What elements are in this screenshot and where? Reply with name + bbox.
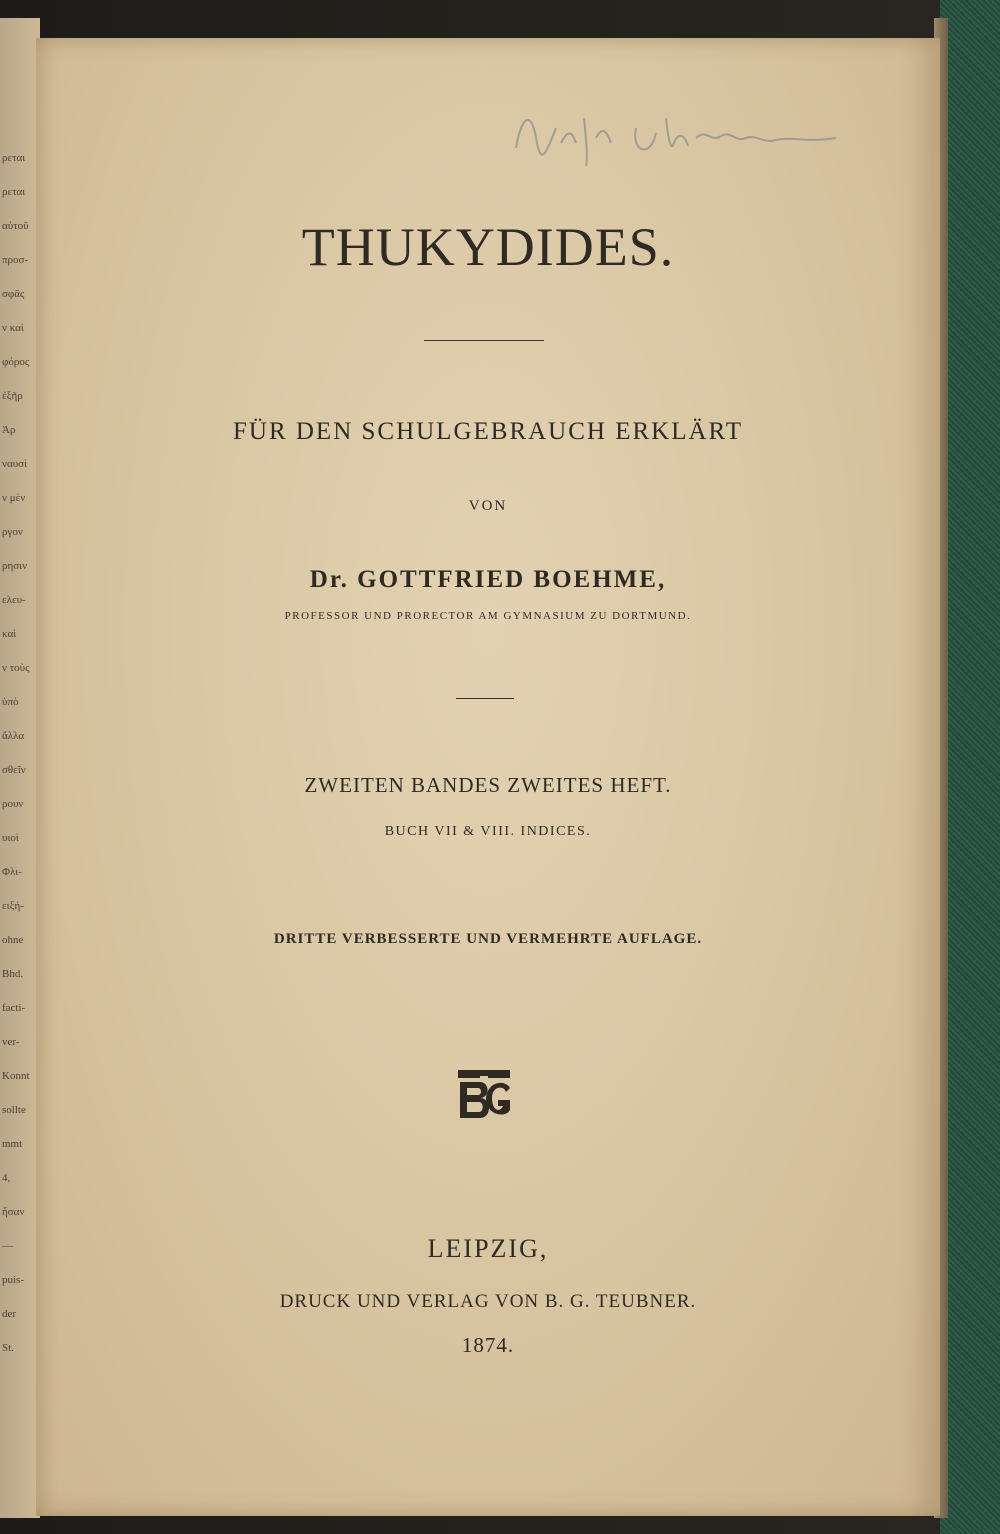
subtitle: FÜR DEN SCHULGEBRAUCH ERKLÄRT [232,418,743,445]
facing-page-line: ειξή- [2,901,24,912]
facing-page-line: sollte [2,1105,26,1116]
books-info: BUCH VII & VIII. INDICES. [384,824,592,839]
facing-page-line: Φλι- [2,867,22,878]
facing-page-line: Bhd. [2,969,24,980]
facing-page-line: σφᾶς [2,289,25,300]
divider-top [424,340,544,341]
publication-place: LEIPZIG, [427,1234,549,1263]
facing-page-line: Konnt [2,1071,30,1082]
volume-info: ZWEITEN BANDES ZWEITES HEFT. [304,773,672,797]
facing-page-line: ver- [2,1037,20,1048]
facing-page-line: facti- [2,1003,26,1014]
facing-page-line: St. [2,1343,14,1354]
facing-page-line: ν καὶ [2,323,24,334]
facing-page-line: καὶ [2,629,17,640]
author-position: PROFESSOR UND PRORECTOR AM GYMNASIUM ZU DORTMUND. [284,610,692,622]
divider-middle [456,698,514,699]
facing-page-line: puis- [2,1275,24,1286]
facing-page-line: προσ- [2,255,29,266]
publisher-monogram [454,1066,514,1126]
facing-page [0,18,40,1518]
facing-page-line: ναυσὶ [2,459,28,470]
handwritten-signature [506,98,866,168]
publisher-line: DRUCK UND VERLAG VON B. G. TEUBNER. [279,1291,697,1312]
facing-page-line: ν μὲν [2,493,26,504]
edition-info: DRITTE VERBESSERTE UND VERMEHRTE AUFLAGE. [273,931,703,947]
facing-page-line: ρεται [2,187,26,198]
facing-page-line: mmt [2,1139,23,1150]
book-cover [940,0,1000,1534]
facing-page-line: Ἀρ [2,425,16,436]
book-title: THUKYDIDES. [301,217,675,277]
by-label: VON [468,498,508,514]
facing-page-line: αὐτοῦ [2,221,29,232]
facing-page-line: ρουν [2,799,24,810]
facing-page-line: φόρος [2,357,30,368]
facing-page-line: ohne [2,935,24,946]
facing-page-line: υιοὶ [2,833,19,844]
facing-page-line: ρησιν [2,561,28,572]
facing-page-line: ν τοὺς [2,663,30,674]
facing-page-line: ὑπὸ [2,697,19,708]
author-name: Dr. GOTTFRIED BOEHME, [309,566,667,593]
facing-page-line: ἄλλα [2,731,25,742]
facing-page-line: ργον [2,527,23,538]
facing-page-line: σθεῖν [2,765,26,776]
facing-page-line: ελευ- [2,595,26,606]
publication-year: 1874. [461,1333,515,1357]
facing-page-line: — [2,1241,13,1252]
facing-page-line: ἦσαν [2,1207,25,1218]
facing-page-line: der [2,1309,17,1320]
facing-page-line: 4, [2,1173,11,1184]
facing-page-line: ἐξῆρ [2,391,23,402]
title-page [36,38,940,1516]
facing-page-line: ρεται [2,153,26,164]
